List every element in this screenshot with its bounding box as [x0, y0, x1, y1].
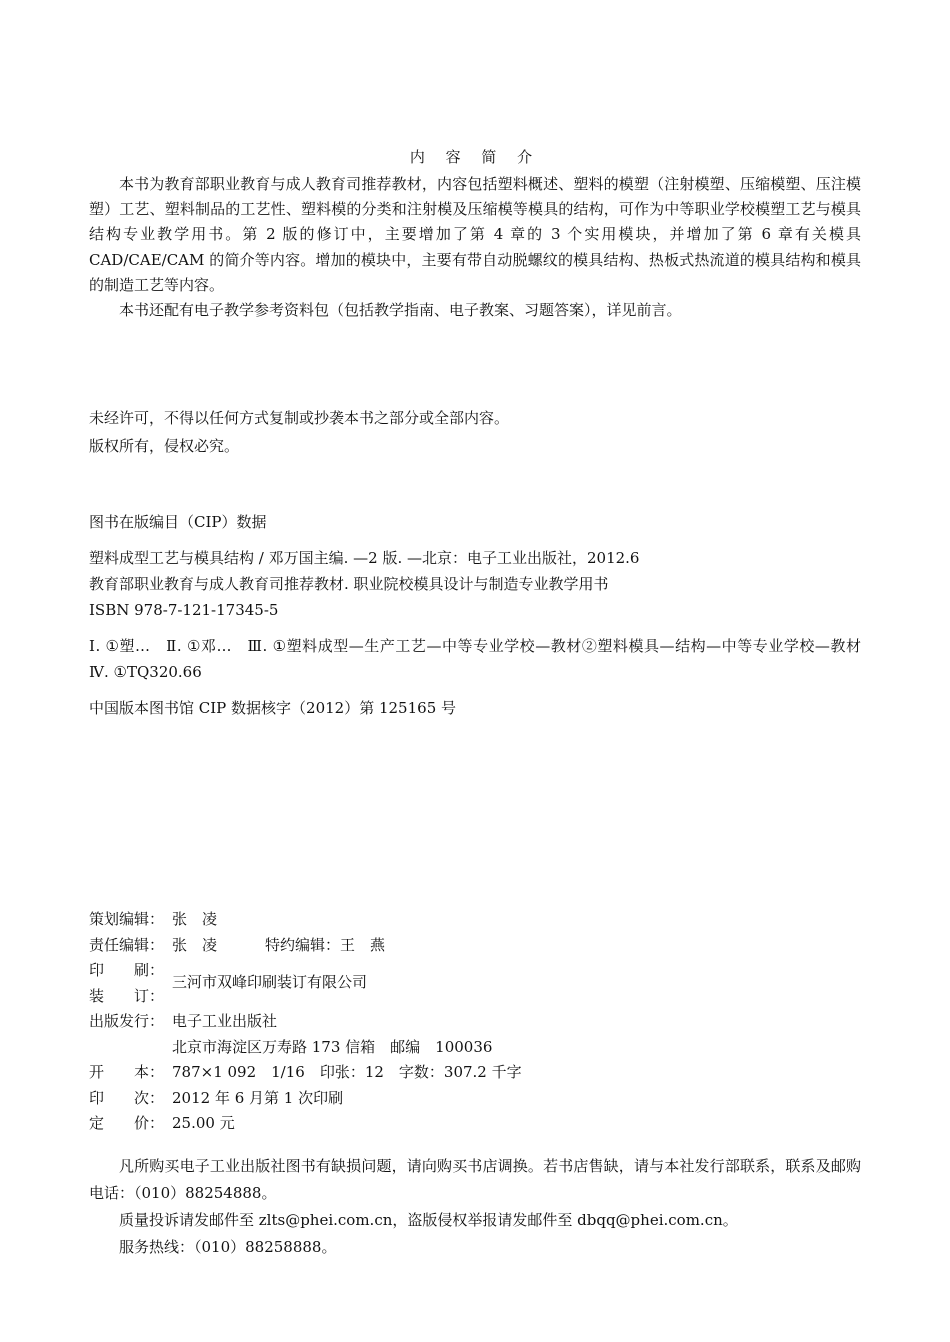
copyright-notice [89, 404, 861, 460]
planning-editor-label: 策划编辑： [89, 910, 165, 928]
printer-value: 三河市双峰印刷装订有限公司 [172, 973, 368, 991]
notice-paragraph-1: 凡所购买电子工业出版社图书有缺损问题，请向购买书店调换。若书店售缺，请与本社发行部联系，联系及邮购电话：（010）88254888。 [89, 1157, 861, 1202]
summary-title: 内 容 简 介 [409, 148, 541, 166]
credit-row-planning [89, 907, 861, 933]
notice-paragraph-2: 质量投诉请发邮件至 zlts@phei.com.cn，盗版侵权举报请发邮件至 dbqq@phei.com.cn。 [119, 1211, 738, 1229]
credit-row-publisher [89, 1009, 861, 1035]
publisher-label: 出版发行： [89, 1012, 165, 1030]
cip-record-number: 中国版本图书馆 CIP 数据核字（2012）第 125165 号 [89, 699, 457, 717]
credit-row-format [89, 1060, 861, 1086]
address-value: 北京市海淀区万寿路 173 信箱 邮编 100036 [172, 1037, 493, 1056]
copyright-line-1: 未经许可，不得以任何方式复制或抄袭本书之部分或全部内容。 [89, 409, 510, 427]
format-value: 787×1 092 1/16 印张：12 字数：307.2 千字 [172, 1063, 522, 1081]
credit-row-responsible [89, 933, 861, 959]
responsible-editor-label: 责任编辑： [89, 935, 165, 954]
purchase-notice [89, 1153, 861, 1261]
cip-classification: Ⅰ. ①塑… Ⅱ. ①邓… Ⅲ. ①塑料成型—生产工艺—中等专业学校—教材②塑料模具—结构—中等专业学校—教材 Ⅳ. ①TQ320.66 [89, 637, 877, 681]
credit-row-address [89, 1035, 861, 1061]
format-label: 开 本： [89, 1063, 165, 1081]
summary-paragraph-2: 本书还配有电子教学参考资料包（包括教学指南、电子教案、习题答案），详见前言。 [119, 301, 682, 320]
summary-paragraph-1: 本书为教育部职业教育与成人教育司推荐教材，内容包括塑料概述、塑料的模塑（注射模塑、压缩模塑、压注模塑）工艺、塑料制品的工艺性、塑料模的分类和注射模及压缩模等模具的结构，可作为中等职业学校模塑工艺与模具结构专业教学用书。第 2 版的修订中，主要增加了第 4 章的 3 个实用模块，并增加了第 6 章有关模具 CAD/CAE/CAM 的简介等内容。增加的模块中，主要有带自动脱螺纹的模具结构、热板式热流道的模具结构和模具的制造工艺等内容。 [89, 175, 861, 294]
cip-isbn: ISBN 978-7-121-17345-5 [89, 601, 279, 619]
bind-label: 装 订： [89, 986, 165, 1005]
cip-heading: 图书在版编目（CIP）数据 [89, 513, 267, 531]
price-value: 25.00 元 [172, 1114, 235, 1132]
cip-title-line: 塑料成型工艺与模具结构 / 邓万国主编. —2 版. —北京：电子工业出版社，2012.6 [89, 549, 640, 567]
special-editor-value: 王 燕 [340, 935, 386, 954]
responsible-editor-value: 张 凌 [172, 935, 218, 954]
copyright-line-2: 版权所有，侵权必究。 [89, 437, 240, 455]
notice-paragraph-3: 服务热线：（010）88258888。 [119, 1238, 337, 1256]
summary-section [89, 172, 861, 323]
special-editor-label: 特约编辑： [265, 935, 341, 954]
credit-row-edition [89, 1086, 861, 1112]
edition-value: 2012 年 6 月第 1 次印刷 [172, 1088, 344, 1107]
print-label: 印 刷： [89, 961, 165, 979]
publisher-value: 电子工业出版社 [172, 1012, 278, 1030]
credit-row-price [89, 1111, 861, 1137]
credits-section [89, 907, 861, 1137]
edition-label: 印 次： [89, 1088, 165, 1107]
cip-section [89, 509, 877, 721]
planning-editor-value: 张 凌 [172, 910, 218, 928]
cip-series-line: 教育部职业教育与成人教育司推荐教材. 职业院校模具设计与制造专业教学用书 [89, 575, 609, 593]
credit-row-printing [89, 958, 861, 1009]
price-label: 定 价： [89, 1114, 165, 1132]
